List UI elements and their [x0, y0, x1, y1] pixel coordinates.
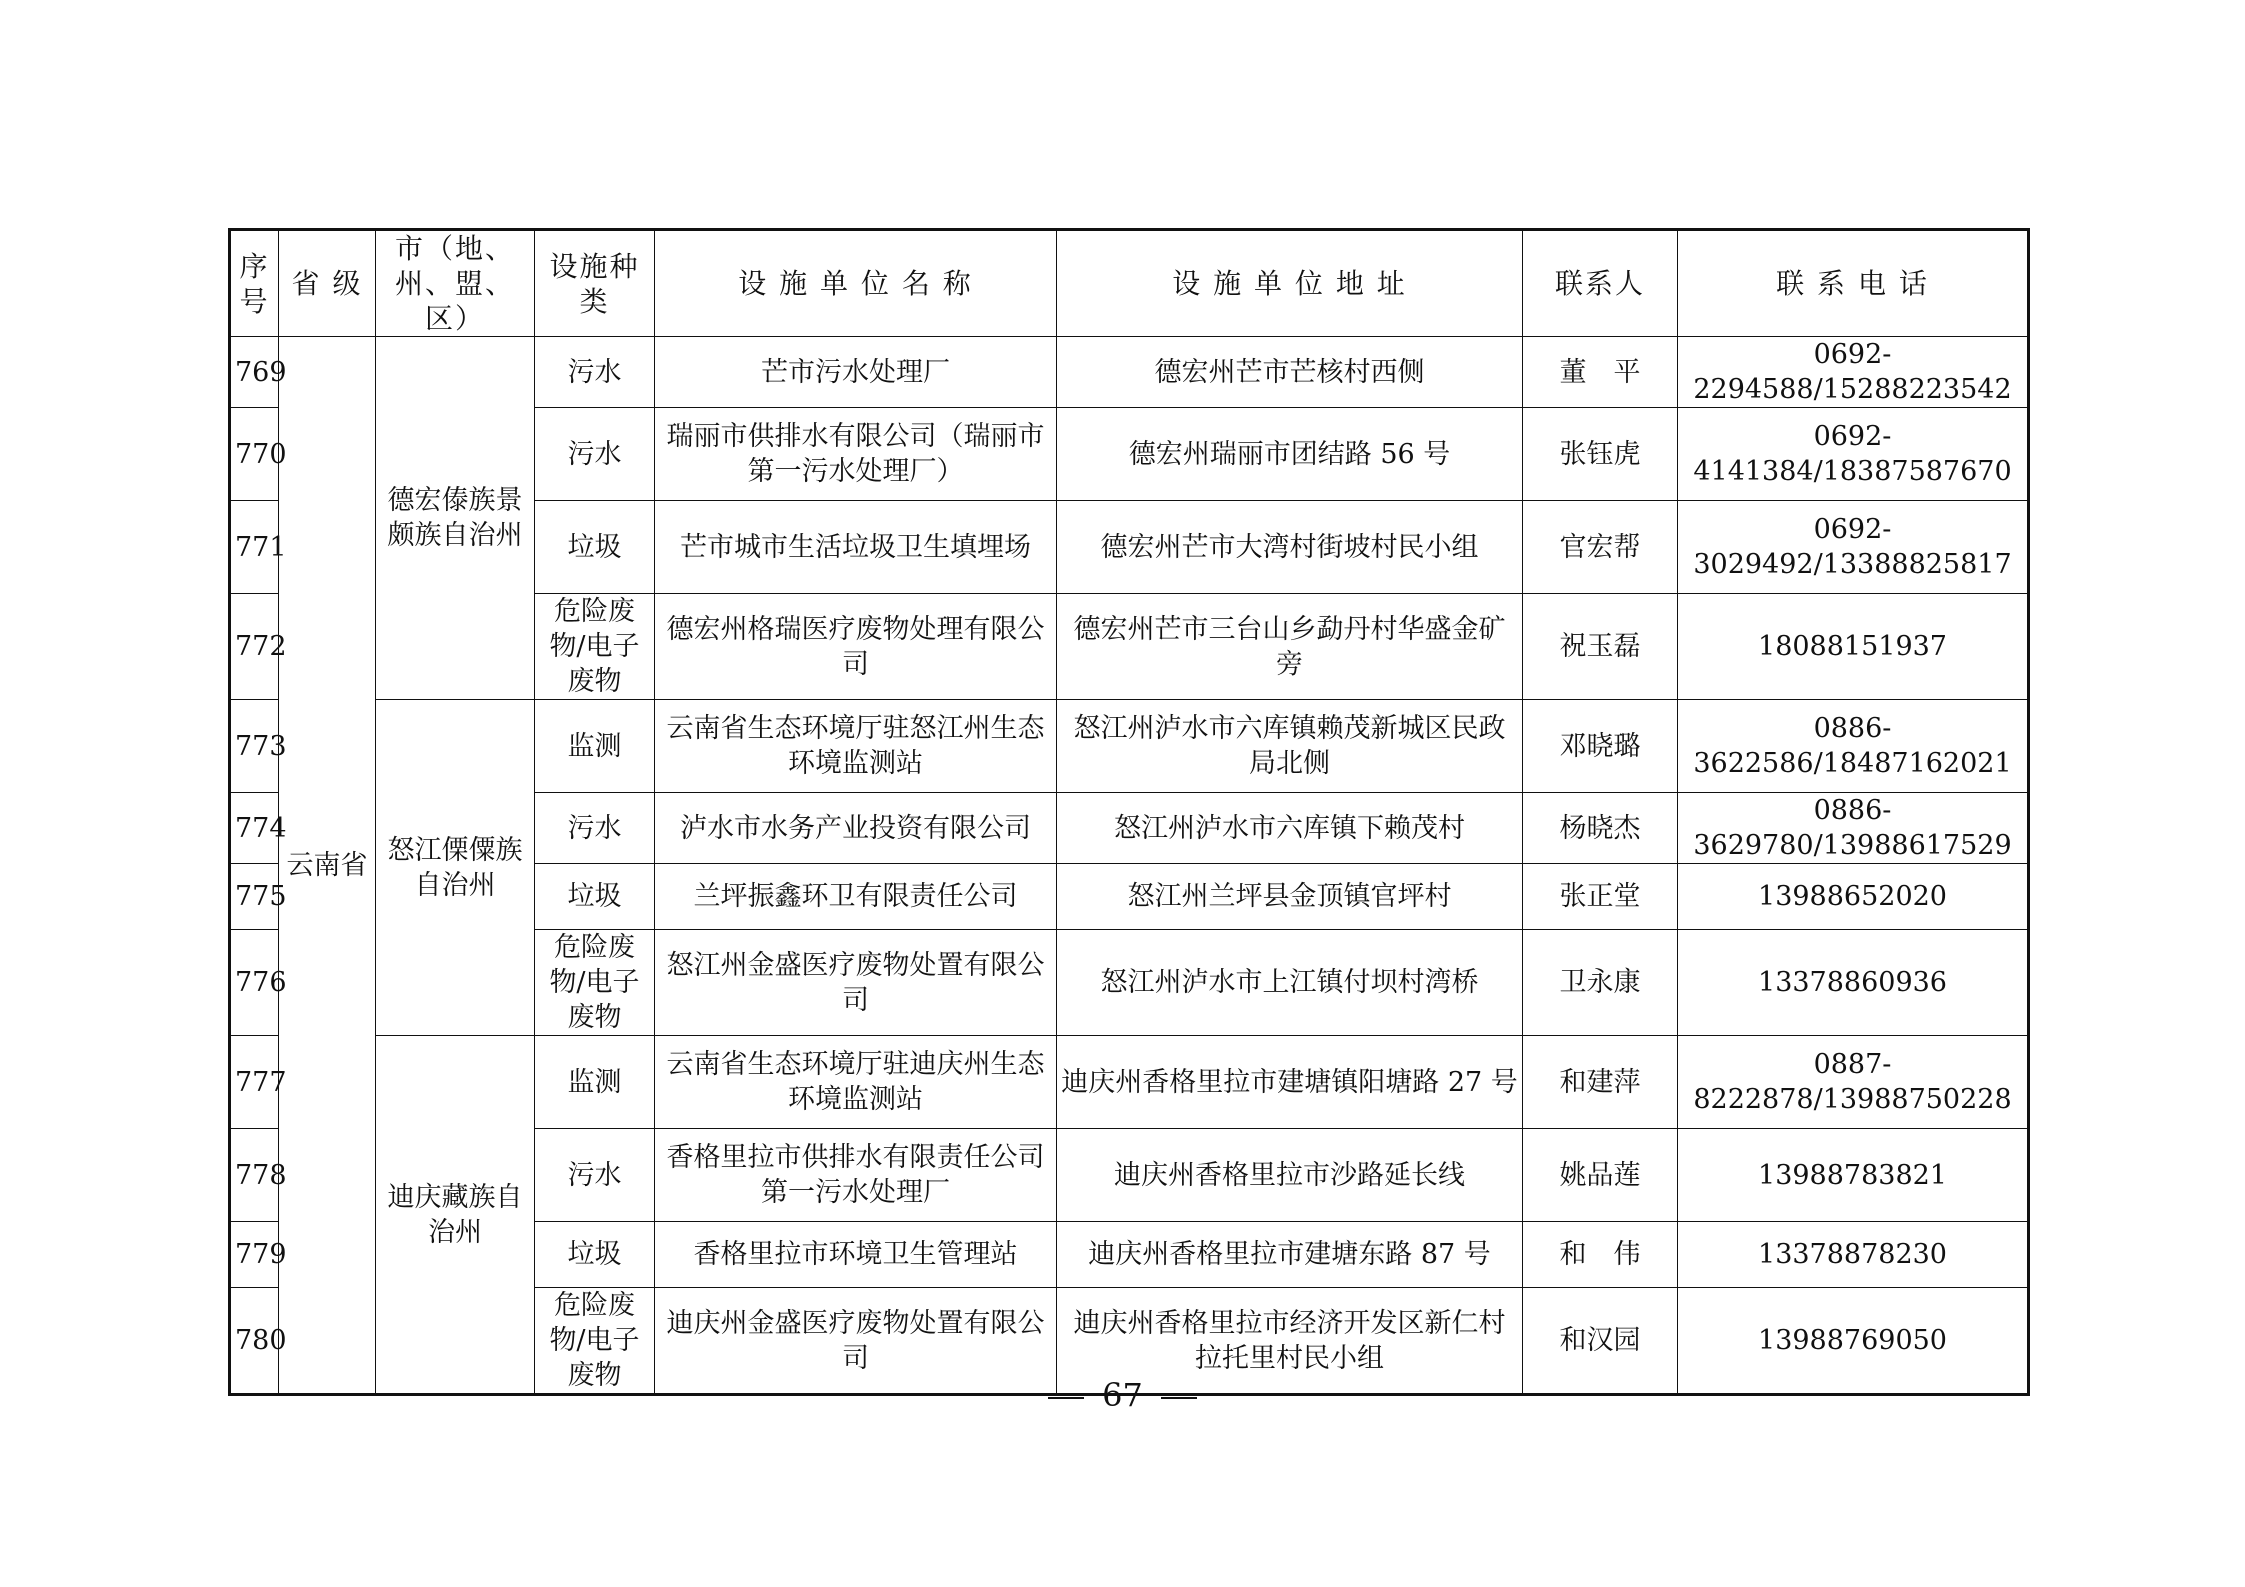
contact-cell: 和汉园: [1523, 1288, 1678, 1395]
name-cell: 德宏州格瑞医疗废物处理有限公司: [655, 594, 1057, 700]
name-cell: 怒江州金盛医疗废物处置有限公司: [655, 930, 1057, 1036]
name-cell: 云南省生态环境厅驻迪庆州生态环境监测站: [655, 1036, 1057, 1129]
header-city: 市（地、州、盟、区）: [376, 230, 535, 337]
address-cell: 怒江州兰坪县金顶镇官坪村: [1057, 864, 1523, 930]
header-seq: 序号: [230, 230, 279, 337]
address-cell: 德宏州瑞丽市团结路 56 号: [1057, 408, 1523, 501]
address-cell: 迪庆州香格里拉市沙路延长线: [1057, 1129, 1523, 1222]
address-cell: 德宏州芒市芒核村西侧: [1057, 337, 1523, 408]
phone-cell: 0692-2294588/15288223542: [1678, 337, 2029, 408]
name-cell: 香格里拉市环境卫生管理站: [655, 1222, 1057, 1288]
phone-cell: 18088151937: [1678, 594, 2029, 700]
seq-cell: 772: [230, 594, 279, 700]
address-cell: 德宏州芒市三台山乡勐丹村华盛金矿旁: [1057, 594, 1523, 700]
phone-cell: 0887-8222878/13988750228: [1678, 1036, 2029, 1129]
city-cell: 德宏傣族景颇族自治州: [376, 337, 535, 700]
header-phone: 联 系 电 话: [1678, 230, 2029, 337]
name-cell: 瑞丽市供排水有限公司（瑞丽市第一污水处理厂）: [655, 408, 1057, 501]
seq-cell: 776: [230, 930, 279, 1036]
type-cell: 危险废物/电子废物: [535, 930, 655, 1036]
header-name: 设 施 单 位 名 称: [655, 230, 1057, 337]
contact-cell: 张钰虎: [1523, 408, 1678, 501]
seq-cell: 771: [230, 501, 279, 594]
header-type: 设施种类: [535, 230, 655, 337]
name-cell: 芒市城市生活垃圾卫生填埋场: [655, 501, 1057, 594]
page-footer: [0, 1376, 2245, 1414]
contact-cell: 祝玉磊: [1523, 594, 1678, 700]
seq-cell: 770: [230, 408, 279, 501]
phone-cell: 0886-3622586/18487162021: [1678, 700, 2029, 793]
phone-cell: 13988769050: [1678, 1288, 2029, 1395]
contact-cell: 邓晓璐: [1523, 700, 1678, 793]
type-cell: 污水: [535, 793, 655, 864]
contact-cell: 杨晓杰: [1523, 793, 1678, 864]
header-row: [230, 230, 2029, 337]
name-cell: 香格里拉市供排水有限责任公司第一污水处理厂: [655, 1129, 1057, 1222]
name-cell: 芒市污水处理厂: [655, 337, 1057, 408]
contact-cell: 官宏帮: [1523, 501, 1678, 594]
address-cell: 迪庆州香格里拉市建塘东路 87 号: [1057, 1222, 1523, 1288]
address-cell: 迪庆州香格里拉市建塘镇阳塘路 27 号: [1057, 1036, 1523, 1129]
table-row: [230, 700, 2029, 793]
address-cell: 怒江州泸水市六库镇赖茂新城区民政局北侧: [1057, 700, 1523, 793]
contact-cell: 姚品莲: [1523, 1129, 1678, 1222]
contact-cell: 和 伟: [1523, 1222, 1678, 1288]
table-row: [230, 1036, 2029, 1129]
seq-cell: 773: [230, 700, 279, 793]
address-cell: 迪庆州香格里拉市经济开发区新仁村拉托里村民小组: [1057, 1288, 1523, 1395]
phone-cell: 13988652020: [1678, 864, 2029, 930]
type-cell: 监测: [535, 700, 655, 793]
footer-dash-right: [1161, 1397, 1197, 1399]
address-cell: 德宏州芒市大湾村街坡村民小组: [1057, 501, 1523, 594]
phone-cell: 13378878230: [1678, 1222, 2029, 1288]
seq-cell: 769: [230, 337, 279, 408]
contact-cell: 董 平: [1523, 337, 1678, 408]
phone-cell: 0886-3629780/13988617529: [1678, 793, 2029, 864]
type-cell: 监测: [535, 1036, 655, 1129]
contact-cell: 卫永康: [1523, 930, 1678, 1036]
type-cell: 垃圾: [535, 501, 655, 594]
name-cell: 云南省生态环境厅驻怒江州生态环境监测站: [655, 700, 1057, 793]
seq-cell: 778: [230, 1129, 279, 1222]
name-cell: 迪庆州金盛医疗废物处置有限公司: [655, 1288, 1057, 1395]
phone-cell: 13378860936: [1678, 930, 2029, 1036]
header-address: 设 施 单 位 地 址: [1057, 230, 1523, 337]
seq-cell: 774: [230, 793, 279, 864]
address-cell: 怒江州泸水市上江镇付坝村湾桥: [1057, 930, 1523, 1036]
name-cell: 兰坪振鑫环卫有限责任公司: [655, 864, 1057, 930]
city-cell: 怒江傈僳族自治州: [376, 700, 535, 1036]
facility-table: [228, 228, 2030, 1396]
seq-cell: 775: [230, 864, 279, 930]
city-cell: 迪庆藏族自治州: [376, 1036, 535, 1395]
address-cell: 怒江州泸水市六库镇下赖茂村: [1057, 793, 1523, 864]
seq-cell: 779: [230, 1222, 279, 1288]
seq-cell: 780: [230, 1288, 279, 1395]
type-cell: 污水: [535, 1129, 655, 1222]
type-cell: 垃圾: [535, 864, 655, 930]
page-number: 67: [1102, 1376, 1143, 1414]
phone-cell: 13988783821: [1678, 1129, 2029, 1222]
table-row: [230, 337, 2029, 408]
type-cell: 垃圾: [535, 1222, 655, 1288]
seq-cell: 777: [230, 1036, 279, 1129]
contact-cell: 和建萍: [1523, 1036, 1678, 1129]
header-province: 省 级: [279, 230, 376, 337]
name-cell: 泸水市水务产业投资有限公司: [655, 793, 1057, 864]
type-cell: 污水: [535, 337, 655, 408]
phone-cell: 0692-4141384/18387587670: [1678, 408, 2029, 501]
type-cell: 污水: [535, 408, 655, 501]
phone-cell: 0692-3029492/13388825817: [1678, 501, 2029, 594]
type-cell: 危险废物/电子废物: [535, 594, 655, 700]
province-cell: 云南省: [279, 337, 376, 1395]
header-contact: 联系人: [1523, 230, 1678, 337]
contact-cell: 张正堂: [1523, 864, 1678, 930]
footer-dash-left: [1048, 1397, 1084, 1399]
type-cell: 危险废物/电子废物: [535, 1288, 655, 1395]
